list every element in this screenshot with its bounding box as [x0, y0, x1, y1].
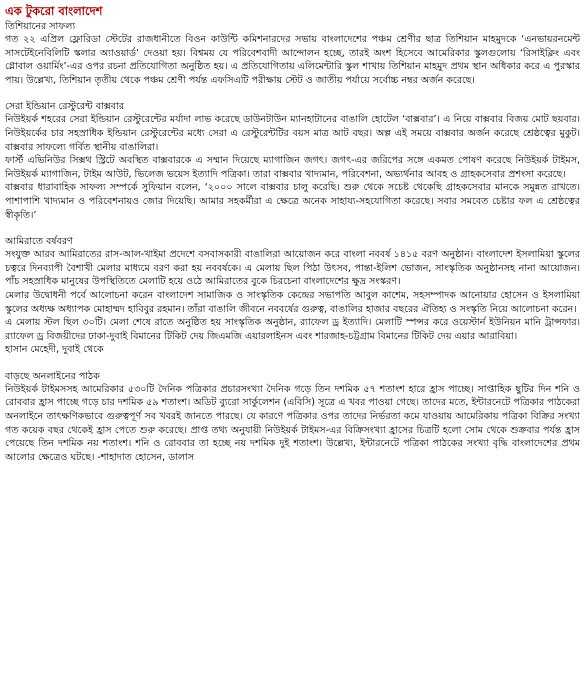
page-title: এক টুকরো বাংলাদেশ — [5, 4, 103, 18]
spacer — [5, 222, 580, 235]
section-heading: সেরা ইন্ডিয়ান রেস্টুরেন্ট বাক্সবার — [5, 101, 124, 113]
section-online-readers — [5, 370, 580, 465]
section-heading: আমিরাতে বর্ষবরণ — [5, 236, 73, 248]
section-restaurant — [5, 100, 580, 222]
paragraph: নিউইয়র্ক শহরের সেরা ইন্ডিয়ান রেস্টুরেন্টের মর্যাদা লাভ করেছে ডাউনটাউন ম্যানহাটানের বাঙালি হোটেল ‘বাক্সবার’। এ নিয়ে বাক্সবার বিজয় মোট ছয়বার। নিউইয়র্কের চার সহস্রাধিক ইন্ডিয়ান রেস্টুরেন্টের মধ্যে সেরা এ রেস্টুরেন্টটির বয়স মাত্র আট বছর। অল্প এই সময়ে বাক্সবার অর্জন করেছে শ্রেষ্ঠত্বের মুকুট। বাক্সবার সাফল্যে গর্বিত স্থানীয় বাঙালিরা। — [5, 114, 580, 153]
byline: হাসান মেহেদী, দুবাই থেকে — [5, 344, 104, 356]
paragraph: মেলার উদ্বোধনী পর্বে আলোচনা করেন বাংলাদেশ সামাজিক ও সাংস্কৃতিক কেন্দ্রের সভাপতি আবুল কাশেম, সহসম্পাদক আনোয়ার হোসেন ও ইসলামিয়া স্কুলের অধ্যক্ষ অধ্যাপক মোহাম্মদ হাবিবুর রহমান। তাঁরা বাঙালি জীবনে নববর্ষের গুরুত্ব, বাঙালির হাজার বছরের ঐতিহ্য ও সংস্কৃতি নিয়ে আলোচনা করেন। — [5, 289, 580, 315]
paragraph: নিউইয়র্ক টাইমসসহ আমেরিকার ৫৩০টি দৈনিক পত্রিকার প্রচারসংখ্যা দৈনিক গড়ে তিন দশমিক ৫৭ শতাংশ হারে হ্রাস পাচ্ছে। সাপ্তাহিক ছুটির দিন শনি ও রোববার হ্রাস পাচ্ছে গড়ে চার দশমিক ৫৯ শতাংশ। অডিট ব্যুরো সার্কুলেশন (এবিসি) সূত্রে এ খবর পাওয়া গেছে। তাদের মতে, ইন্টারনেটে পত্রিকার পাঠকেরা অনলাইনে তাৎক্ষণিকভাবে গুরুত্বপূর্ণ সব খবরই জানতে পারছে। যে কারণে পত্রিকার ওপর তাদের নির্ভরতা কমে যাওয়ায় আমেরিকায় পত্রিকা বিক্রির সংখ্যা গত কয়েক বছর থেকেই হ্রাস পেতে শুরু করেছে। প্রাপ্ত তথ্য অনুযায়ী নিউইয়র্ক টাইমস-এর বিক্রিসংখ্যা হ্রাসের চিত্রটি হলো সোম থেকে শুক্রবার পর্যন্ত হ্রাস পেয়েছে তিন দশমিক নয় শতাংশ। শনি ও রোববার তা হচ্ছে নয় দশমিক দুই শতাংশ। উল্লেখ্য, ইন্টারনেটে পত্রিকা পাঠকের সংখ্যা বৃদ্ধি বাংলাদেশের প্রথম আলোর ক্ষেত্রেও ঘটছে। -শাহাদাত হোসেন, ডালাস — [5, 383, 581, 463]
paragraph: সংযুক্ত আরব আমিরাতের রাস-আল-খাইমা প্রদেশে বসবাসকারী বাঙালিরা আয়োজন করে বাংলা নববর্ষ ১৪১৫ বরণ অনুষ্ঠান। বাংলাদেশ ইসলামিয়া স্কুলের চত্বরে দিনব্যাপী বৈশাখী মেলার মাধ্যমে বরণ করা হয় নববর্ষকে। এ মেলায় ছিল পিঠা উৎসব, পান্তা-ইলিশ ভোজন, সাংস্কৃতিক অনুষ্ঠানসহ নানা আয়োজন। পাঁচ সহস্রাধিক মানুষের উপস্থিতিতে মেলাটি হয়ে ওঠে আমিরাতের বুকে চিরচেনা বাংলাদেশের ক্ষুদ্র সংস্করণ। — [5, 249, 580, 288]
section-heading: তিশিয়ানের সাফল্য — [5, 21, 76, 32]
section-tishian — [5, 20, 580, 87]
paragraph: ফার্স্ট এভিনিউর সিক্সথ স্ট্রিটে অবস্থিত বাক্সবারকে এ সম্মান দিয়েছে ম্যাগাজিন জগৎ। জগৎ-এর জরিপের সঙ্গে একমত পোষণ করেছে নিউইয়র্ক টাইমস, নিউইয়র্ক ম্যাগাজিন, টাইম আউট, ভিলেজ ভয়েস ইত্যাদি পত্রিকা। তারা বাক্সবার খাদ্যমান, পরিবেশনা, অভ্যর্থনার আবহ ও গ্রাহকসেবার প্রশংসা করেছে। — [5, 155, 580, 180]
section-heading: বাড়ছে অনলাইনের পাঠক — [5, 370, 100, 382]
section-emirates — [5, 235, 580, 357]
spacer — [5, 357, 580, 370]
spacer — [5, 87, 580, 100]
paragraph: এ মেলায় স্টল ছিল ৩০টি। মেলা শেষে রাতে অনুষ্ঠিত হয় সাংস্কৃতিক অনুষ্ঠান, র‌্যাফেল ড্র ইত্যাদি। মেলাটি স্পন্সর করে ওয়েস্টার্ন ইউনিয়ন মানি ট্রান্সফার। র‌্যাফেল ড্র বিজয়ীদের ঢাকা-দুবাই বিমানের টিকিট দেয় জিএমজি এয়ারলাইনস এবং শারজাহ-চট্টগ্রাম বিমানের টিকিট দেয় এয়ার আরাবিয়া। — [5, 317, 580, 342]
paragraph: বাক্সবার ধারাবাহিক সাফল্য সম্পর্কে সুফিয়ান বলেন, ‘২০০০ সালে বাক্সবার চালু করেছি। শুরু থেকে সচেষ্ট থেকেছি গ্রাহকসেবার মানকে সমুন্নত রাখতে। পাশাপাশি খাদ্যমান ও পরিবেশনায়ও জোর দিয়েছি। আমার সহকর্মীরা এ ক্ষেত্রে অনেক সাহায্য-সহযোগিতা করেছে। সবার সমবেত চেষ্টার ফল এ শ্রেষ্ঠত্বের স্বীকৃতি।’ — [5, 182, 580, 221]
paragraph: গত ২২ এপ্রিল ফ্লোরিডা স্টেটের রাজধানীতে বিওন কাউন্টি কমিশনারদের সভায় বাংলাদেশের পঞ্চম শ্রেণীর ছাত্র তিশিয়ান মাহমুদকে ‘এনভায়রনমেন্ট সাসটেইনেবিলিটি স্কলার অ্যাওয়ার্ড’ দেওয়া হয়। বিশ্বময় যে পরিবেশবাদী আন্দোলন হচ্ছে, তারই অংশ হিসেবে আমেরিকার স্কুলগুলোয় ‘রিসাইক্লিং এবং গ্লোবাল ওয়ার্মিং’-এর ওপর রচনা প্রতিযোগিতা অনুষ্ঠিত হয়। এ প্রতিযোগিতায় এলিমেন্টারি স্কুল শাখায় তিশিয়ান মাহমুদ প্রথম স্থান অধিকার করে এ পুরস্কার পায়। উল্লেখ্য, তিশিয়ান তৃতীয় থেকে পঞ্চম শ্রেণী পর্যন্ত এফসিএটি পরীক্ষায় স্টেট ও জাতীয় পর্যায়ে সর্বোচ্চ নম্বর অর্জন করেছে। — [5, 34, 580, 86]
